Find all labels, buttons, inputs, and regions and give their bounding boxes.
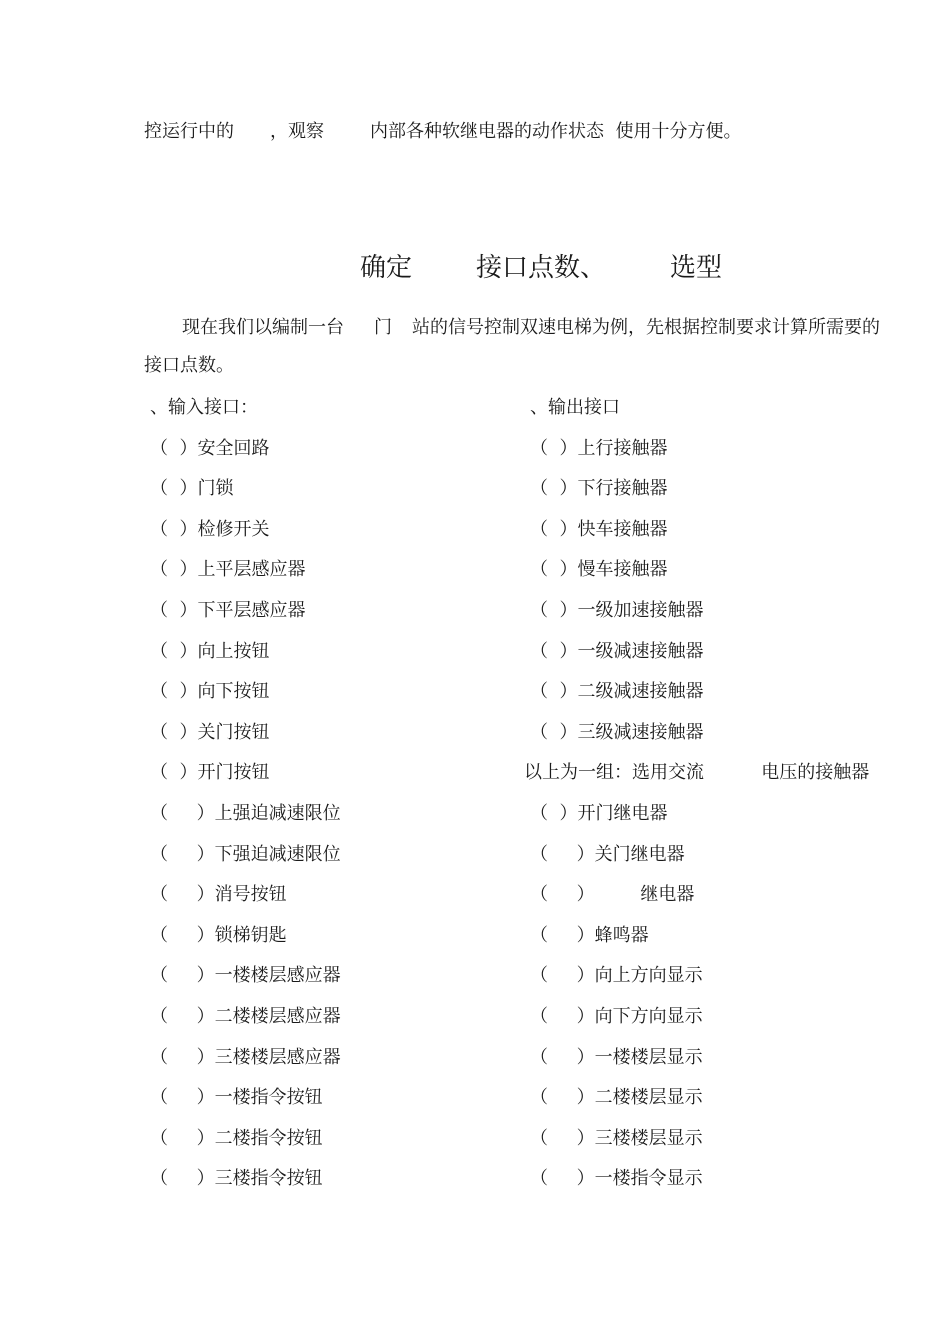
output-item: （ ）快车接触器 <box>530 518 668 540</box>
output-item: （ ）下行接触器 <box>530 478 668 500</box>
output-item: （ ）三级减速接触器 <box>530 721 704 743</box>
output-item: （ ）开门继电器 <box>530 803 668 824</box>
top-line-part2: ，观察 <box>270 121 324 142</box>
input-item: （ ）一楼指令按钮 <box>150 1087 323 1109</box>
input-item: （ ）向上按钮 <box>150 640 270 662</box>
top-line-part1: 控运行中的 <box>144 121 234 142</box>
input-item: （ ）下强迫减速限位 <box>150 843 341 865</box>
input-item: （ ）门锁 <box>150 478 234 500</box>
output-item: （ ） 继电器 <box>530 884 695 906</box>
input-item: （ ）一楼楼层感应器 <box>150 965 341 987</box>
input-item: （ ）消号按钮 <box>150 884 287 906</box>
output-group-note: 以上为一组：选用交流 电压的接触器 <box>524 762 870 784</box>
output-item: （ ）慢车接触器 <box>530 559 668 581</box>
intro-line1-c: 站的信号控制双速电梯为例，先根据控制要求计算所需要的 <box>412 317 880 338</box>
output-item: （ ）二楼楼层显示 <box>530 1087 703 1109</box>
input-list-heading: 、输入接口： <box>150 397 258 418</box>
input-item: （ ）三楼指令按钮 <box>150 1168 323 1190</box>
intro-line1-b: 门 <box>374 317 392 338</box>
output-item: （ ）三楼楼层显示 <box>530 1127 703 1149</box>
output-item: （ ）一级加速接触器 <box>530 600 704 621</box>
output-list-heading: 、输出接口 <box>530 397 620 418</box>
intro-line2: 接口点数。 <box>144 355 234 376</box>
output-item: （ ）关门继电器 <box>530 843 685 865</box>
input-item: （ ）上平层感应器 <box>150 559 306 581</box>
section-title-part1: 确定 <box>360 253 413 283</box>
input-item: （ ）二楼楼层感应器 <box>150 1006 341 1027</box>
section-title-part2: 接口点数、 <box>476 253 607 283</box>
input-item: （ ）二楼指令按钮 <box>150 1127 323 1149</box>
input-item: （ ）安全回路 <box>150 437 270 459</box>
output-item: （ ）蜂鸣器 <box>530 924 649 946</box>
top-line-part3: 内部各种软继电器的动作状态 使用十分方便。 <box>370 121 742 142</box>
output-item: （ ）上行接触器 <box>530 437 668 459</box>
output-item: （ ）向下方向显示 <box>530 1006 703 1027</box>
intro-line1-a: 现在我们以编制一台 <box>182 317 344 338</box>
output-item: （ ）向上方向显示 <box>530 965 703 987</box>
output-item: （ ）一级减速接触器 <box>530 640 704 662</box>
output-item: （ ）一楼楼层显示 <box>530 1046 703 1068</box>
input-item: （ ）锁梯钥匙 <box>150 924 287 946</box>
input-item: （ ）三楼楼层感应器 <box>150 1046 341 1068</box>
input-item: （ ）开门按钮 <box>150 762 270 784</box>
input-item: （ ）检修开关 <box>150 518 270 540</box>
input-item: （ ）下平层感应器 <box>150 600 306 621</box>
output-item: （ ）一楼指令显示 <box>530 1168 703 1190</box>
input-item: （ ）上强迫减速限位 <box>150 803 341 824</box>
output-item: （ ）二级减速接触器 <box>530 681 704 703</box>
input-item: （ ）向下按钮 <box>150 681 270 703</box>
section-title-part3: 选型 <box>670 253 723 283</box>
input-item: （ ）关门按钮 <box>150 721 270 743</box>
